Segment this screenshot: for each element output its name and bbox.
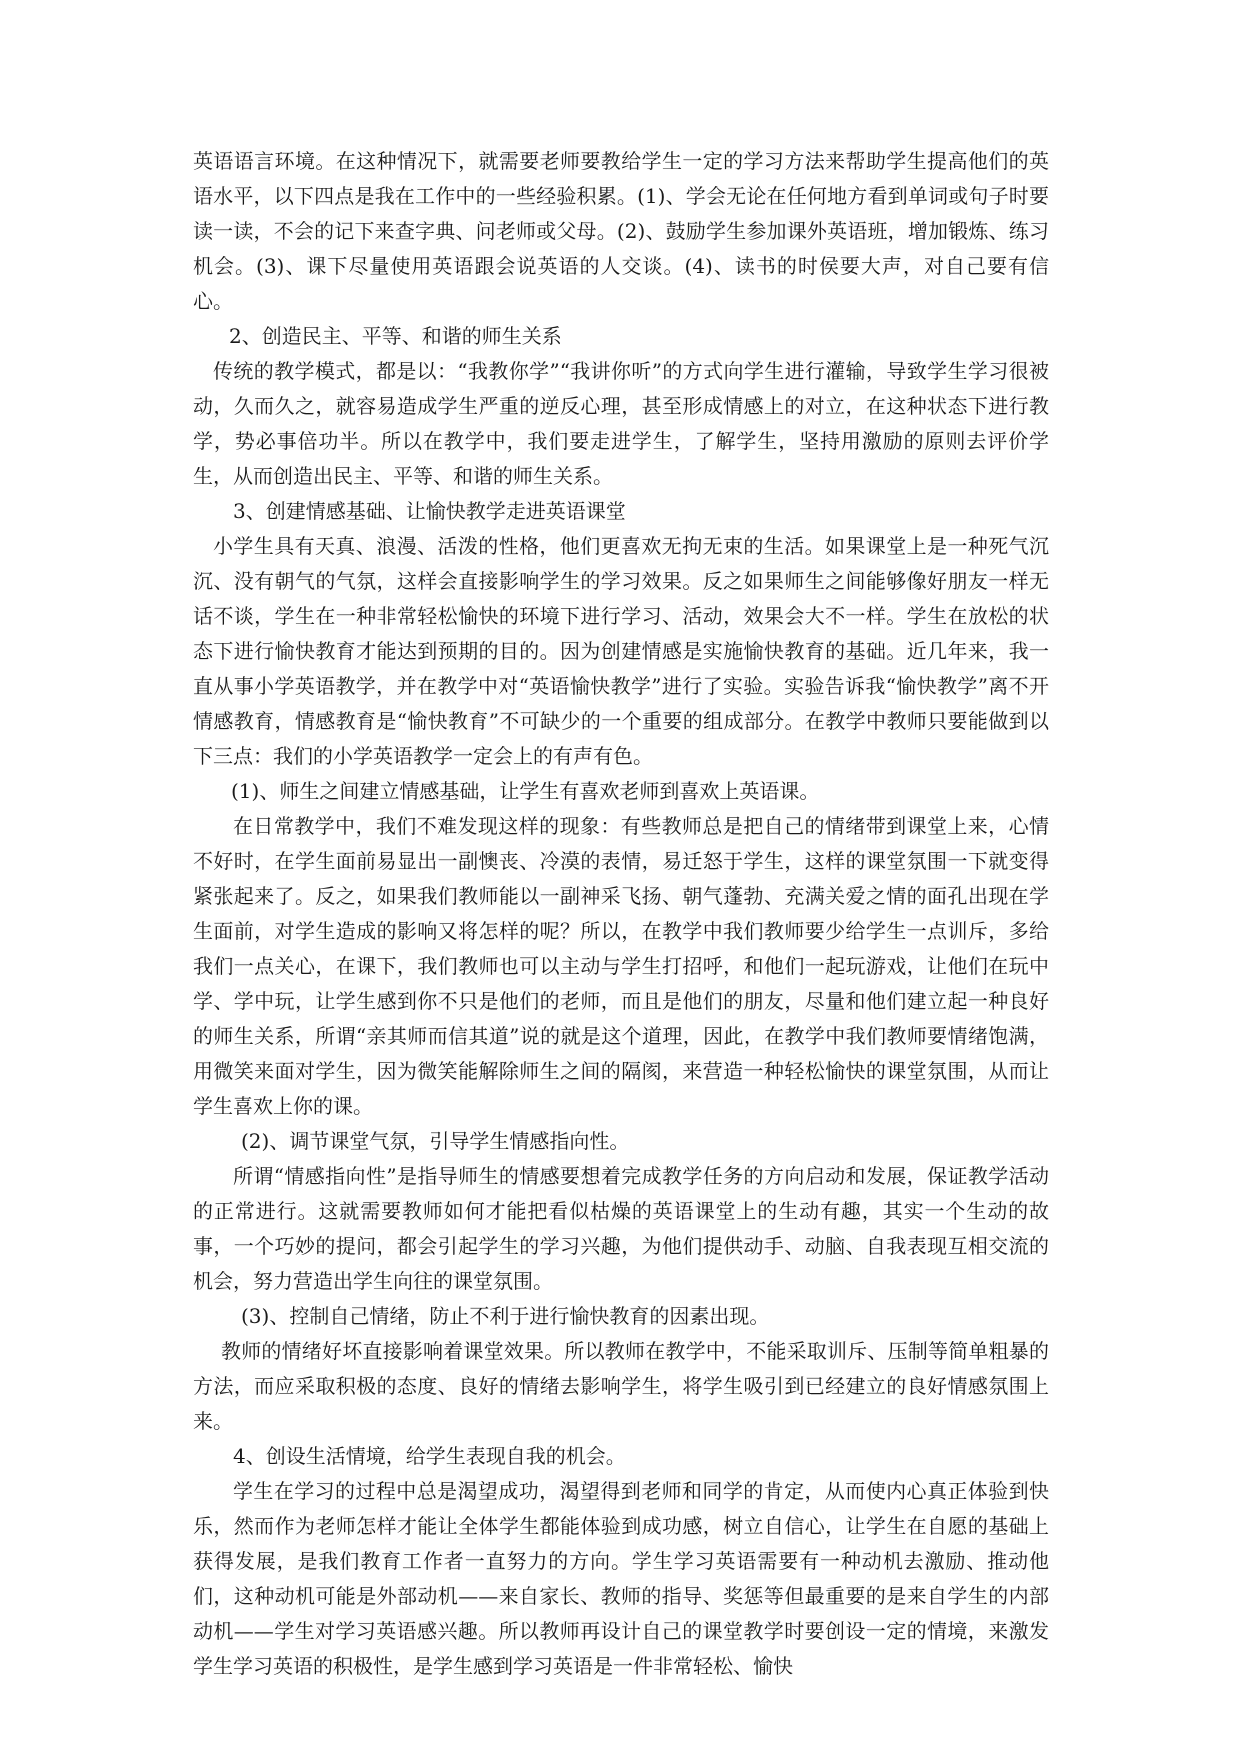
document-body xyxy=(193,144,1049,1684)
paragraph-teacher-mood: 教师的情绪好坏直接影响着课堂效果。所以教师在教学中，不能采取训斥、压制等简单粗暴的方法，而应采取积极的态度、良好的情绪去影响学生，将学生吸引到已经建立的良好情感氛围上来。 xyxy=(193,1339,1049,1433)
subsection-heading-3-1: (1)、师生之间建立情感基础，让学生有喜欢老师到喜欢上英语课。 xyxy=(231,779,820,803)
paragraph-daily-teaching: 在日常教学中，我们不难发现这样的现象：有些教师总是把自己的情绪带到课堂上来，心情不好时，在学生面前易显出一副懊丧、冷漠的表情，易迁怒于学生，这样的课堂氛围一下就变得紧张起来了。反之，如果我们教师能以一副神采飞扬、朝气蓬勃、充满关爱之情的面孔出现在学生面前，对学生造成的影响又将怎样的呢？所以，在教学中我们教师要少给学生一点训斥，多给我们一点关心，在课下，我们教师也可以主动与学生打招呼，和他们一起玩游戏，让他们在玩中学、学中玩，让学生感到你不只是他们的老师，而且是他们的朋友，尽量和他们建立起一种良好的师生关系，所谓“亲其师而信其道”说的就是这个道理，因此，在教学中我们教师要情绪饱满，用微笑来面对学生，因为微笑能解除师生之间的隔阂，来营造一种轻松愉快的课堂氛围，从而让学生喜欢上你的课。 xyxy=(193,814,1049,1118)
paragraph-emotional-direction: 所谓“情感指向性”是指导师生的情感要想着完成教学任务的方向启动和发展，保证教学活动的正常进行。这就需要教师如何才能把看似枯燥的英语课堂上的生动有趣，其实一个生动的故事，一个巧妙的提问，都会引起学生的学习兴趣，为他们提供动手、动脑、自我表现互相交流的机会，努力营造出学生向往的课堂氛围。 xyxy=(193,1164,1049,1293)
section-heading-4: 4、创设生活情境，给学生表现自我的机会。 xyxy=(233,1444,626,1468)
section-heading-3: 3、创建情感基础、让愉快教学走进英语课堂 xyxy=(233,499,626,523)
subsection-heading-3-3: (3)、控制自己情绪，防止不利于进行愉快教育的因素出现。 xyxy=(241,1304,770,1328)
section-heading-2: 2、创造民主、平等、和谐的师生关系 xyxy=(229,324,562,348)
paragraph-emotional-foundation: 小学生具有天真、浪漫、活泼的性格，他们更喜欢无拘无束的生活。如果课堂上是一种死气沉沉、没有朝气的气氛，这样会直接影响学生的学习效果。反之如果师生之间能够像好朋友一样无话不谈，学生在一种非常轻松愉快的环境下进行学习、活动，效果会大不一样。学生在放松的状态下进行愉快教育才能达到预期的目的。因为创建情感是实施愉快教育的基础。近几年来，我一直从事小学英语教学，并在教学中对“英语愉快教学”进行了实验。实验告诉我“愉快教学”离不开情感教育，情感教育是“愉快教育”不可缺少的一个重要的组成部分。在教学中教师只要能做到以下三点：我们的小学英语教学一定会上的有声有色。 xyxy=(193,534,1049,768)
subsection-heading-3-2: (2)、调节课堂气氛，引导学生情感指向性。 xyxy=(241,1129,630,1153)
paragraph-teacher-student-relationship: 传统的教学模式，都是以：“我教你学”“我讲你听”的方式向学生进行灌输，导致学生学习很被动，久而久之，就容易造成学生严重的逆反心理，甚至形成情感上的对立，在这种状态下进行教学，势必事倍功半。所以在教学中，我们要走进学生，了解学生，坚持用激励的原则去评价学生，从而创造出民主、平等、和谐的师生关系。 xyxy=(193,359,1049,488)
paragraph-english-environment: 英语语言环境。在这种情况下，就需要老师要教给学生一定的学习方法来帮助学生提高他们的英语水平，以下四点是我在工作中的一些经验积累。(1)、学会无论在任何地方看到单词或句子时要读一读，不会的记下来查字典、问老师或父母。(2)、鼓励学生参加课外英语班，增加锻炼、练习机会。(3)、课下尽量使用英语跟会说英语的人交谈。(4)、读书的时侯要大声，对自己要有信心。 xyxy=(193,149,1049,313)
paragraph-life-situations: 学生在学习的过程中总是渴望成功，渴望得到老师和同学的肯定，从而使内心真正体验到快乐，然而作为老师怎样才能让全体学生都能体验到成功感，树立自信心，让学生在自愿的基础上获得发展，是我们教育工作者一直努力的方向。学生学习英语需要有一种动机去激励、推动他们，这种动机可能是外部动机——来自家长、教师的指导、奖惩等但最重要的是来自学生的内部动机——学生对学习英语感兴趣。所以教师再设计自己的课堂教学时要创设一定的情境，来激发学生学习英语的积极性，是学生感到学习英语是一件非常轻松、愉快 xyxy=(193,1479,1049,1678)
